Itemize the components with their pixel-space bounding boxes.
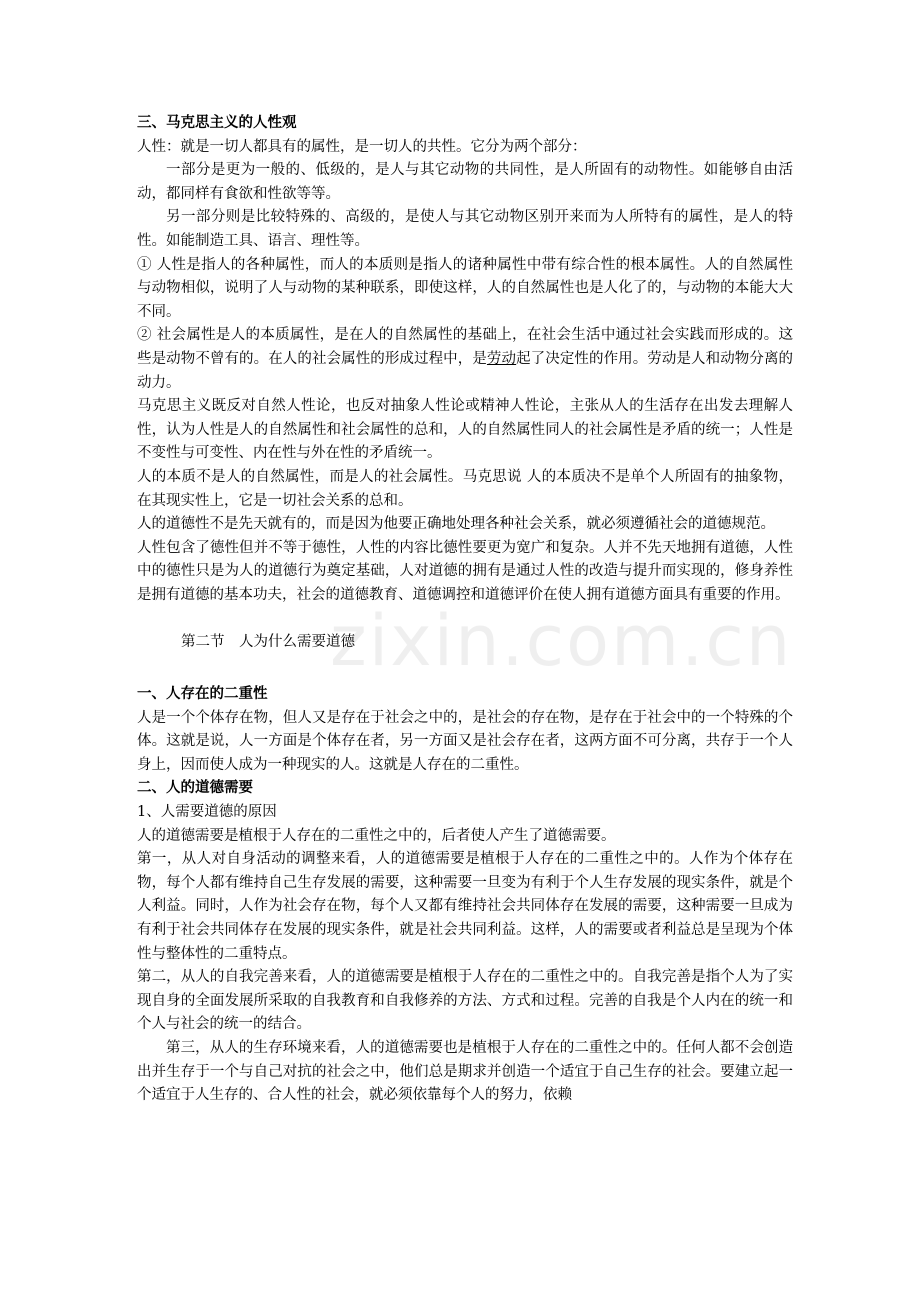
paragraph-5-part-b: 起了决定性的作用。劳动是人和动物分离的动力。 (137, 350, 794, 391)
heading-moral-needs: 二、人的道德需要 (137, 780, 253, 797)
paragraph-5 (137, 324, 793, 395)
paragraph-9: 人性包含了德性但并不等于德性，人性的内容比德性要更为宽广和复杂。人并不先天地拥有道德，人性中的德性只是为人的道德行为奠定基础，人对道德的拥有是通过人性的改造与提升而实现的，修身养性是拥有道德的基本功夫，社会的道德教育、道德调控和道德评价在使人拥有道德方面具有重要的作用。 (137, 539, 793, 603)
paragraph-2: 一部分是更为一般的、低级的，是人与其它动物的共同性，是人所固有的动物性。如能够自由活动，都同样有食欲和性欲等等。 (137, 162, 793, 202)
paragraph-10: 人是一个个体存在物，但人又是存在于社会之中的，是社会的存在物，是存在于社会中的一个特殊的个体。这就是说，人一方面是个体存在者，另一方面又是社会存在者，这两方面不可分离，共存于一个人身上，因而使人成为一种现实的人。这就是人存在的二重性。 (137, 709, 793, 773)
heading-marxist-human-nature: 三、马克思主义的人性观 (137, 115, 297, 131)
paragraph-6: 马克思主义既反对自然人性论，也反对抽象人性论或精神人性论，主张从人的生活存在出发去理解人性，认为人性是人的自然属性和社会属性的总和，人的自然属性同人的社会属性是矛盾的统一；人性是不变性与可变性、内在性与外在性的矛盾统一。 (137, 398, 793, 462)
spacer (137, 655, 793, 683)
watermark: zixin.com.cn (330, 600, 793, 682)
heading-duality: 一、人存在的二重性 (137, 686, 268, 703)
paragraph-15: 第三，从人的生存环境来看，人的道德需要也是植根于人存在的二重性之中的。任何人都不会创造出并生存于一个与自己对抗的社会之中，他们总是期求并创造一个适宜于自己生存的社会。要建立起一个适宜于人生存的、合人性的社会，就必须依靠每个人的努力，依赖 (137, 1039, 793, 1104)
paragraph-1: 人性：就是一切人都具有的属性，是一切人的共性。它分为两个部分： (137, 138, 587, 155)
paragraph-13: 第一，从人对自身活动的调整来看，人的道德需要是植根于人存在的二重性之中的。人作为个体存在物，每个人都有维持自己生存发展的需要，这种需要一旦变为有利于个人生存发展的现实条件，就是个人利益。同时，人作为社会存在物，每个人又都有维持社会共同体存在发展的需要，这种需要一旦成为有利于社会共同体存在发展的现实条件，就是社会共同利益。这样，人的需要或者利益总是呈现为个体性与整体性的二重特点。 (137, 851, 793, 962)
underlined-labor: 劳动 (486, 350, 517, 367)
paragraph-12: 人的道德需要是植根于人存在的二重性之中的，后者使人产生了道德需要。 (137, 827, 616, 844)
paragraph-14: 第二，从人的自我完善来看，人的道德需要是植根于人存在的二重性之中的。自我完善是指个人为了实现自身的全面发展所采取的自我教育和自我修养的方法、方式和过程。完善的自我是个人内在的统一和个人与社会的统一的结合。 (137, 969, 793, 1033)
paragraph-7: 人的本质不是人的自然属性，而是人的社会属性。马克思说 人的本质决不是单个人所固有的抽象物，在其现实性上，它是一切社会关系的总和。 (137, 468, 793, 509)
section-title: 第二节 人为什么需要道德 (181, 634, 355, 651)
paragraph-5-part-a: ② 社会属性是人的本质属性，是在人的自然属性的基础上，在社会生活中通过社会实践而形成的。这些是动物不曾有的。在人的社会属性的形成过程中，是 (137, 327, 793, 367)
paragraph-4: ① 人性是指人的各种属性，而人的本质则是指人的诸种属性中带有综合性的根本属性。人的自然属性与动物相似，说明了人与动物的某种联系，即使这样，人的自然属性也是人化了的，与动物的本能大大不同。 (137, 256, 793, 320)
paragraph-8: 人的道德性不是先天就有的，而是因为他要正确地处理各种社会关系，就必须遵循社会的道德规范。 (137, 516, 775, 533)
document-body (137, 112, 793, 1108)
paragraph-11: 1、人需要道德的原因 (137, 804, 277, 821)
paragraph-3: 另一部分则是比较特殊的、高级的，是使人与其它动物区别开来而为人所特有的属性，是人的特性。如能制造工具、语言、理性等。 (137, 209, 793, 249)
